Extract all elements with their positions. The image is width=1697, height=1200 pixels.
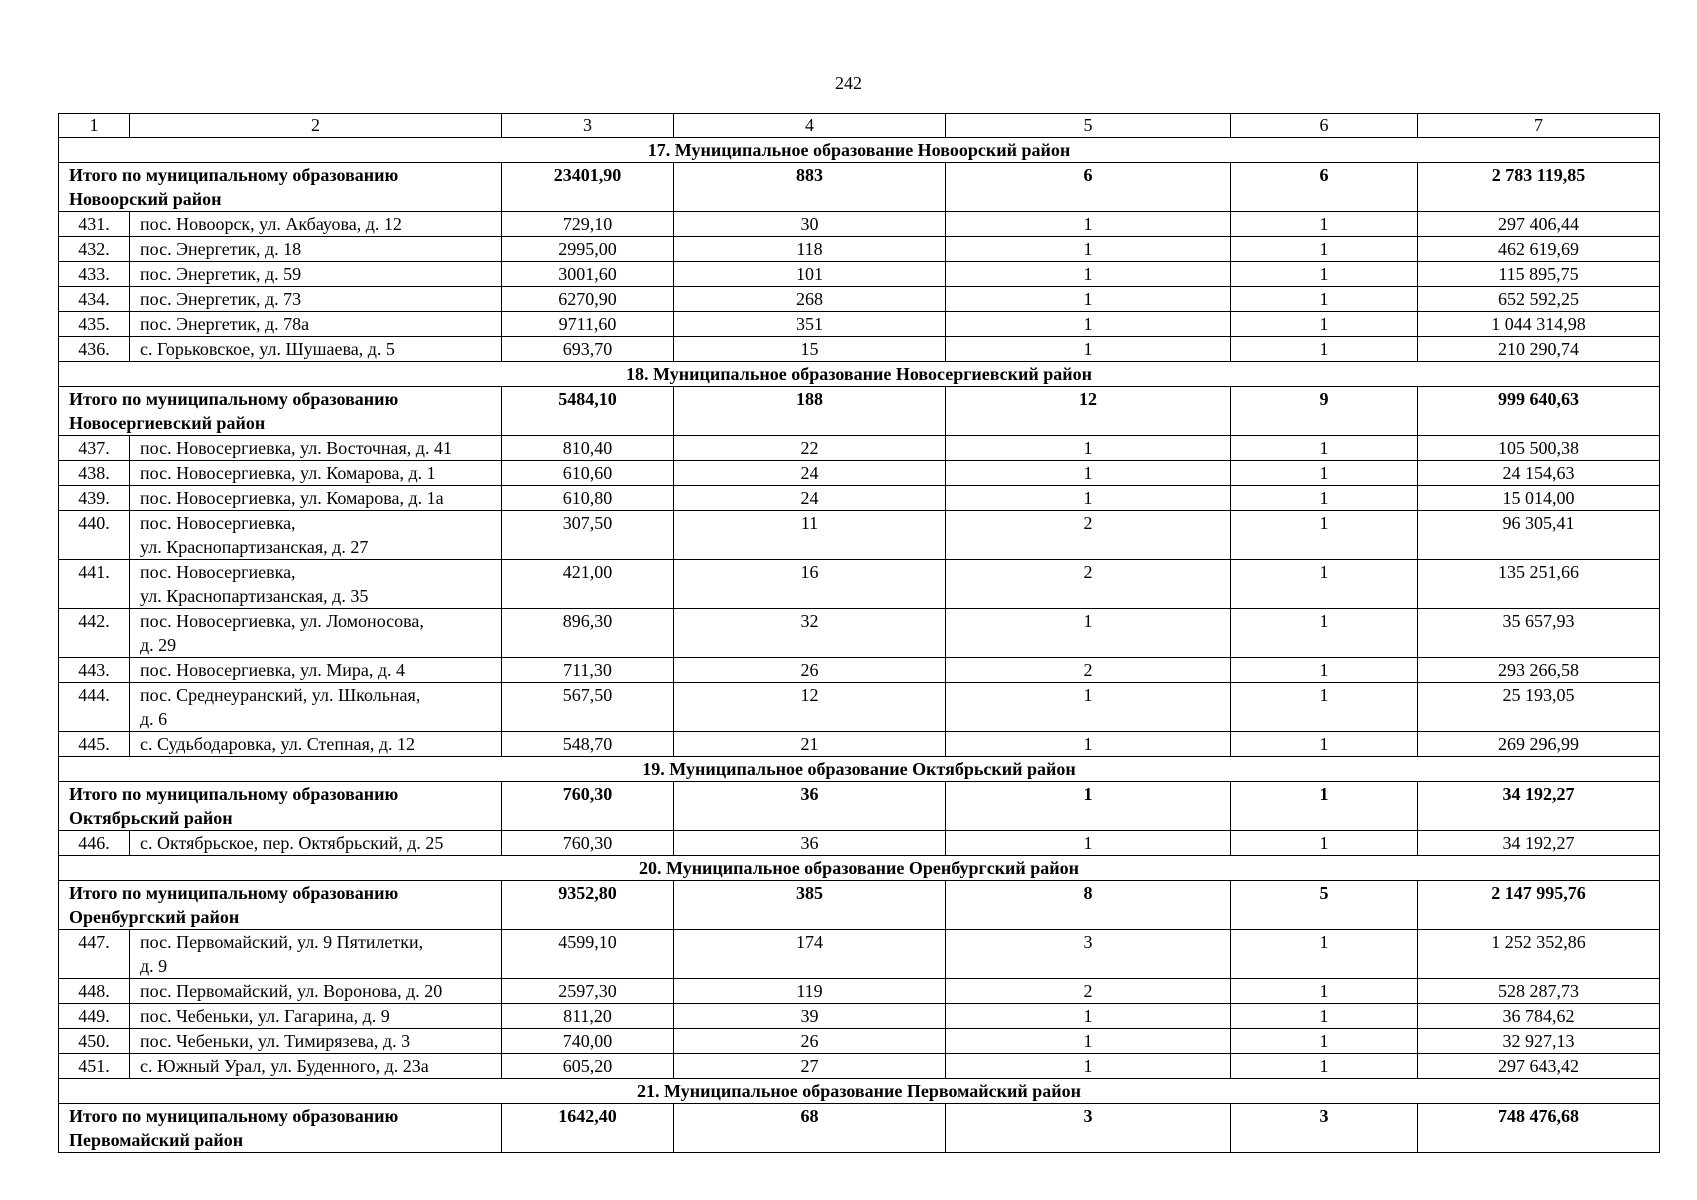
value-c7: 652 592,25 <box>1418 287 1660 312</box>
value-c7: 293 266,58 <box>1418 658 1660 683</box>
value-c6: 1 <box>1231 436 1418 461</box>
total-value-c4: 68 <box>674 1104 946 1153</box>
value-c5: 1 <box>946 609 1231 658</box>
total-value-c5: 8 <box>946 881 1231 930</box>
value-c4: 26 <box>674 658 946 683</box>
address-cell <box>130 486 502 511</box>
value-c4: 118 <box>674 237 946 262</box>
row-number: 439. <box>59 486 130 511</box>
row-number: 448. <box>59 979 130 1004</box>
row-number: 449. <box>59 1004 130 1029</box>
value-c7: 269 296,99 <box>1418 732 1660 757</box>
value-c4: 32 <box>674 609 946 658</box>
address-cell <box>130 560 502 609</box>
address-line: пос. Первомайский, ул. Воронова, д. 20 <box>140 981 443 1001</box>
value-c7: 32 927,13 <box>1418 1029 1660 1054</box>
value-c4: 12 <box>674 683 946 732</box>
address-cell <box>130 1004 502 1029</box>
value-c3: 421,00 <box>502 560 674 609</box>
value-c7: 135 251,66 <box>1418 560 1660 609</box>
total-label-line: Оренбургский район <box>69 907 240 927</box>
value-c6: 1 <box>1231 979 1418 1004</box>
table-body <box>59 114 1660 1153</box>
total-row <box>59 782 1660 831</box>
table-row <box>59 237 1660 262</box>
column-number-row <box>59 114 1660 138</box>
row-number: 435. <box>59 312 130 337</box>
address-line: пос. Энергетик, д. 73 <box>140 289 302 309</box>
address-line: пос. Чебеньки, ул. Тимирязева, д. 3 <box>140 1031 411 1051</box>
total-label <box>59 387 502 436</box>
row-number: 445. <box>59 732 130 757</box>
value-c5: 1 <box>946 831 1231 856</box>
value-c4: 351 <box>674 312 946 337</box>
value-c4: 39 <box>674 1004 946 1029</box>
row-number: 432. <box>59 237 130 262</box>
value-c7: 528 287,73 <box>1418 979 1660 1004</box>
total-label-line: Новоорский район <box>69 189 222 209</box>
address-cell <box>130 930 502 979</box>
value-c3: 610,60 <box>502 461 674 486</box>
address-cell <box>130 337 502 362</box>
table-row <box>59 212 1660 237</box>
value-c5: 3 <box>946 930 1231 979</box>
value-c3: 810,40 <box>502 436 674 461</box>
total-label-line: Итого по муниципальному образованию <box>69 784 399 804</box>
address-line: с. Горьковское, ул. Шушаева, д. 5 <box>140 339 395 359</box>
value-c7: 1 252 352,86 <box>1418 930 1660 979</box>
total-value-c7: 748 476,68 <box>1418 1104 1660 1153</box>
value-c6: 1 <box>1231 262 1418 287</box>
address-line: пос. Новоорск, ул. Акбауова, д. 12 <box>140 214 402 234</box>
page-number: 242 <box>835 73 862 93</box>
value-c5: 1 <box>946 337 1231 362</box>
value-c3: 6270,90 <box>502 287 674 312</box>
address-line: пос. Среднеуранский, ул. Школьная, <box>140 685 421 705</box>
address-cell <box>130 262 502 287</box>
value-c6: 1 <box>1231 511 1418 560</box>
value-c7: 1 044 314,98 <box>1418 312 1660 337</box>
value-c6: 1 <box>1231 287 1418 312</box>
value-c3: 610,80 <box>502 486 674 511</box>
value-c5: 1 <box>946 683 1231 732</box>
address-line: д. 29 <box>140 635 177 655</box>
address-line: пос. Первомайский, ул. 9 Пятилетки, <box>140 932 424 952</box>
column-number: 5 <box>946 114 1231 138</box>
row-number: 451. <box>59 1054 130 1079</box>
table-row <box>59 1054 1660 1079</box>
row-number: 440. <box>59 511 130 560</box>
value-c6: 1 <box>1231 237 1418 262</box>
total-value-c5: 3 <box>946 1104 1231 1153</box>
total-value-c3: 760,30 <box>502 782 674 831</box>
total-row <box>59 163 1660 212</box>
row-number: 444. <box>59 683 130 732</box>
table-row <box>59 511 1660 560</box>
address-line: пос. Новосергиевка, ул. Комарова, д. 1а <box>140 488 444 508</box>
value-c3: 729,10 <box>502 212 674 237</box>
value-c6: 1 <box>1231 312 1418 337</box>
total-label <box>59 782 502 831</box>
table-row <box>59 609 1660 658</box>
section-header-row <box>59 1079 1660 1104</box>
total-value-c3: 9352,80 <box>502 881 674 930</box>
row-number: 434. <box>59 287 130 312</box>
column-number: 3 <box>502 114 674 138</box>
total-row <box>59 387 1660 436</box>
value-c5: 1 <box>946 212 1231 237</box>
address-cell <box>130 658 502 683</box>
value-c7: 25 193,05 <box>1418 683 1660 732</box>
value-c5: 1 <box>946 287 1231 312</box>
table-row <box>59 436 1660 461</box>
table-row <box>59 486 1660 511</box>
section-title: 17. Муниципальное образование Новоорский район <box>59 138 1660 163</box>
value-c7: 210 290,74 <box>1418 337 1660 362</box>
value-c7: 297 406,44 <box>1418 212 1660 237</box>
address-line: пос. Новосергиевка, <box>140 562 296 582</box>
value-c4: 174 <box>674 930 946 979</box>
column-number: 2 <box>130 114 502 138</box>
total-value-c5: 12 <box>946 387 1231 436</box>
value-c3: 693,70 <box>502 337 674 362</box>
value-c7: 115 895,75 <box>1418 262 1660 287</box>
table-row <box>59 461 1660 486</box>
value-c4: 24 <box>674 486 946 511</box>
value-c5: 2 <box>946 658 1231 683</box>
table-row <box>59 337 1660 362</box>
row-number: 446. <box>59 831 130 856</box>
table-row <box>59 1004 1660 1029</box>
total-row <box>59 1104 1660 1153</box>
address-cell <box>130 831 502 856</box>
total-label-line: Итого по муниципальному образованию <box>69 389 399 409</box>
address-cell <box>130 287 502 312</box>
value-c3: 567,50 <box>502 683 674 732</box>
value-c7: 96 305,41 <box>1418 511 1660 560</box>
total-row <box>59 881 1660 930</box>
value-c6: 1 <box>1231 560 1418 609</box>
total-value-c4: 188 <box>674 387 946 436</box>
section-title: 20. Муниципальное образование Оренбургский район <box>59 856 1660 881</box>
column-number: 4 <box>674 114 946 138</box>
section-title: 21. Муниципальное образование Первомайский район <box>59 1079 1660 1104</box>
address-line: с. Октябрьское, пер. Октябрьский, д. 25 <box>140 833 444 853</box>
value-c6: 1 <box>1231 609 1418 658</box>
address-line: ул. Краснопартизанская, д. 35 <box>140 586 369 606</box>
total-label <box>59 881 502 930</box>
total-label <box>59 163 502 212</box>
row-number: 443. <box>59 658 130 683</box>
address-line: пос. Новосергиевка, ул. Мира, д. 4 <box>140 660 406 680</box>
total-label-line: Новосергиевский район <box>69 413 266 433</box>
value-c6: 1 <box>1231 461 1418 486</box>
address-line: с. Южный Урал, ул. Буденного, д. 23а <box>140 1056 429 1076</box>
value-c4: 15 <box>674 337 946 362</box>
value-c6: 1 <box>1231 1029 1418 1054</box>
total-value-c6: 1 <box>1231 782 1418 831</box>
register-table <box>58 113 1660 1153</box>
table-row <box>59 658 1660 683</box>
value-c5: 1 <box>946 486 1231 511</box>
table-row <box>59 683 1660 732</box>
address-line: д. 6 <box>140 709 168 729</box>
value-c3: 2995,00 <box>502 237 674 262</box>
column-number: 1 <box>59 114 130 138</box>
address-line: ул. Краснопартизанская, д. 27 <box>140 537 369 557</box>
value-c3: 711,30 <box>502 658 674 683</box>
table-row <box>59 262 1660 287</box>
value-c3: 760,30 <box>502 831 674 856</box>
total-value-c6: 9 <box>1231 387 1418 436</box>
table-row <box>59 1029 1660 1054</box>
address-line: пос. Новосергиевка, ул. Восточная, д. 41 <box>140 438 452 458</box>
total-label-line: Итого по муниципальному образованию <box>69 1106 399 1126</box>
total-value-c7: 34 192,27 <box>1418 782 1660 831</box>
address-line: пос. Новосергиевка, ул. Ломоносова, <box>140 611 424 631</box>
row-number: 450. <box>59 1029 130 1054</box>
address-cell <box>130 511 502 560</box>
value-c7: 34 192,27 <box>1418 831 1660 856</box>
address-cell <box>130 683 502 732</box>
address-line: д. 9 <box>140 956 168 976</box>
value-c7: 105 500,38 <box>1418 436 1660 461</box>
total-label-line: Итого по муниципальному образованию <box>69 883 399 903</box>
address-line: с. Судьбодаровка, ул. Степная, д. 12 <box>140 734 416 754</box>
value-c3: 2597,30 <box>502 979 674 1004</box>
column-number: 6 <box>1231 114 1418 138</box>
value-c5: 1 <box>946 732 1231 757</box>
address-cell <box>130 979 502 1004</box>
row-number: 442. <box>59 609 130 658</box>
value-c5: 1 <box>946 1054 1231 1079</box>
value-c5: 1 <box>946 237 1231 262</box>
row-number: 436. <box>59 337 130 362</box>
total-value-c4: 883 <box>674 163 946 212</box>
value-c6: 1 <box>1231 1054 1418 1079</box>
total-value-c4: 36 <box>674 782 946 831</box>
total-value-c7: 2 147 995,76 <box>1418 881 1660 930</box>
value-c4: 30 <box>674 212 946 237</box>
value-c3: 9711,60 <box>502 312 674 337</box>
value-c3: 3001,60 <box>502 262 674 287</box>
value-c6: 1 <box>1231 831 1418 856</box>
section-header-row <box>59 856 1660 881</box>
address-line: пос. Энергетик, д. 59 <box>140 264 302 284</box>
total-value-c6: 3 <box>1231 1104 1418 1153</box>
address-line: пос. Энергетик, д. 18 <box>140 239 302 259</box>
value-c5: 2 <box>946 979 1231 1004</box>
total-value-c7: 2 783 119,85 <box>1418 163 1660 212</box>
value-c4: 26 <box>674 1029 946 1054</box>
table-row <box>59 560 1660 609</box>
value-c6: 1 <box>1231 930 1418 979</box>
value-c3: 4599,10 <box>502 930 674 979</box>
total-value-c3: 23401,90 <box>502 163 674 212</box>
total-value-c3: 5484,10 <box>502 387 674 436</box>
value-c6: 1 <box>1231 732 1418 757</box>
table-row <box>59 732 1660 757</box>
value-c6: 1 <box>1231 486 1418 511</box>
value-c7: 297 643,42 <box>1418 1054 1660 1079</box>
section-header-row <box>59 362 1660 387</box>
value-c3: 811,20 <box>502 1004 674 1029</box>
value-c3: 740,00 <box>502 1029 674 1054</box>
total-value-c5: 6 <box>946 163 1231 212</box>
row-number: 447. <box>59 930 130 979</box>
row-number: 431. <box>59 212 130 237</box>
row-number: 438. <box>59 461 130 486</box>
value-c5: 2 <box>946 560 1231 609</box>
value-c5: 1 <box>946 1004 1231 1029</box>
value-c5: 1 <box>946 436 1231 461</box>
value-c3: 605,20 <box>502 1054 674 1079</box>
value-c4: 21 <box>674 732 946 757</box>
row-number: 433. <box>59 262 130 287</box>
value-c4: 27 <box>674 1054 946 1079</box>
value-c5: 1 <box>946 312 1231 337</box>
value-c4: 268 <box>674 287 946 312</box>
address-cell <box>130 436 502 461</box>
value-c5: 1 <box>946 461 1231 486</box>
address-line: пос. Новосергиевка, <box>140 513 296 533</box>
total-label <box>59 1104 502 1153</box>
address-cell <box>130 237 502 262</box>
value-c7: 35 657,93 <box>1418 609 1660 658</box>
total-value-c5: 1 <box>946 782 1231 831</box>
address-line: пос. Энергетик, д. 78а <box>140 314 310 334</box>
table-row <box>59 831 1660 856</box>
section-header-row <box>59 757 1660 782</box>
value-c4: 36 <box>674 831 946 856</box>
value-c6: 1 <box>1231 337 1418 362</box>
value-c5: 1 <box>946 262 1231 287</box>
section-title: 18. Муниципальное образование Новосергиевский район <box>59 362 1660 387</box>
value-c3: 548,70 <box>502 732 674 757</box>
total-value-c6: 6 <box>1231 163 1418 212</box>
value-c7: 24 154,63 <box>1418 461 1660 486</box>
total-value-c4: 385 <box>674 881 946 930</box>
address-cell <box>130 461 502 486</box>
table-row <box>59 312 1660 337</box>
value-c6: 1 <box>1231 683 1418 732</box>
address-line: пос. Новосергиевка, ул. Комарова, д. 1 <box>140 463 436 483</box>
value-c7: 462 619,69 <box>1418 237 1660 262</box>
value-c3: 307,50 <box>502 511 674 560</box>
value-c5: 2 <box>946 511 1231 560</box>
total-label-line: Октябрьский район <box>69 808 233 828</box>
value-c3: 896,30 <box>502 609 674 658</box>
total-value-c3: 1642,40 <box>502 1104 674 1153</box>
address-cell <box>130 212 502 237</box>
column-number: 7 <box>1418 114 1660 138</box>
row-number: 441. <box>59 560 130 609</box>
address-cell <box>130 1054 502 1079</box>
value-c7: 15 014,00 <box>1418 486 1660 511</box>
value-c4: 24 <box>674 461 946 486</box>
value-c5: 1 <box>946 1029 1231 1054</box>
value-c4: 11 <box>674 511 946 560</box>
table-row <box>59 979 1660 1004</box>
total-value-c7: 999 640,63 <box>1418 387 1660 436</box>
value-c4: 22 <box>674 436 946 461</box>
total-value-c6: 5 <box>1231 881 1418 930</box>
table-row <box>59 930 1660 979</box>
value-c4: 16 <box>674 560 946 609</box>
section-title: 19. Муниципальное образование Октябрьский район <box>59 757 1660 782</box>
total-label-line: Первомайский район <box>69 1130 244 1150</box>
address-cell <box>130 732 502 757</box>
value-c6: 1 <box>1231 1004 1418 1029</box>
row-number: 437. <box>59 436 130 461</box>
total-label-line: Итого по муниципальному образованию <box>69 165 399 185</box>
section-header-row <box>59 138 1660 163</box>
value-c4: 101 <box>674 262 946 287</box>
address-cell <box>130 1029 502 1054</box>
address-cell <box>130 609 502 658</box>
address-cell <box>130 312 502 337</box>
value-c6: 1 <box>1231 658 1418 683</box>
address-line: пос. Чебеньки, ул. Гагарина, д. 9 <box>140 1006 390 1026</box>
value-c6: 1 <box>1231 212 1418 237</box>
table-row <box>59 287 1660 312</box>
value-c4: 119 <box>674 979 946 1004</box>
value-c7: 36 784,62 <box>1418 1004 1660 1029</box>
